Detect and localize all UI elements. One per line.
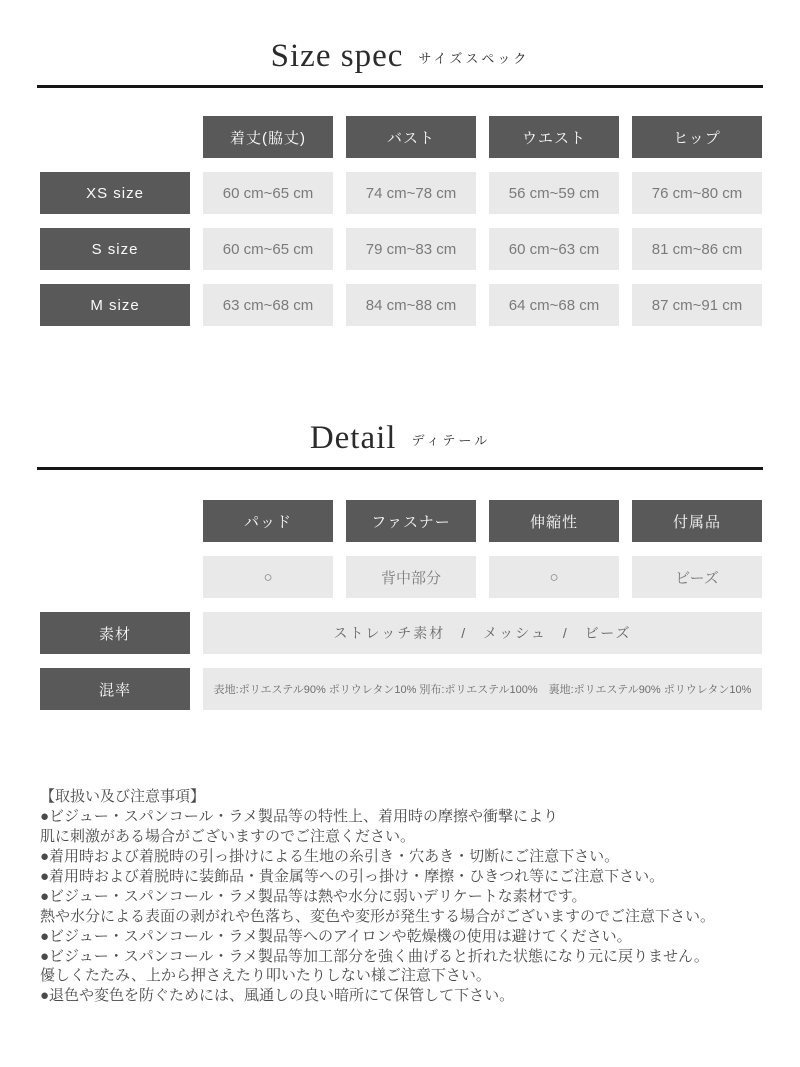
size-spec-table	[40, 116, 800, 326]
detail-value-blend: 表地:ポリエステル90% ポリウレタン10% 別布:ポリエステル100% 裏地:ポリエステル90% ポリウレタン10%	[203, 668, 762, 710]
handling-note-line: ●ビジュー・スパンコール・ラメ製品等は熱や水分に弱いデリケートな素材です。	[40, 887, 587, 905]
detail-row-label-blend: 混率	[40, 668, 190, 710]
size-column-header-waist: ウエスト	[489, 116, 619, 158]
detail-value-material: ストレッチ素材 / メッシュ / ビーズ	[203, 612, 762, 654]
handling-note-line: 優しくたたみ、上から押さえたり叩いたりしない様ご注意下さい。	[40, 967, 491, 985]
size-row-label-s: S size	[40, 228, 190, 270]
detail-value-accessory: ビーズ	[632, 556, 762, 598]
handling-note-line: ●着用時および着脱時の引っ掛けによる生地の糸引き・穴あき・切断にご注意下さい。	[40, 847, 620, 865]
size-value-xs-waist: 56 cm~59 cm	[489, 172, 619, 214]
handling-note-line: ●着用時および着脱時に装飾品・貴金属等への引っ掛け・摩擦・ひきつれ等にご注意下さい。	[40, 867, 665, 885]
size-row-label-m: M size	[40, 284, 190, 326]
detail-column-header-stretch: 伸縮性	[489, 500, 619, 542]
size-value-m-bust: 84 cm~88 cm	[346, 284, 476, 326]
detail-table	[40, 500, 800, 710]
detail-column-header-pad: パッド	[203, 500, 333, 542]
detail-table-corner-spacer	[40, 500, 190, 542]
size-value-m-length: 63 cm~68 cm	[203, 284, 333, 326]
size-value-s-bust: 79 cm~83 cm	[346, 228, 476, 270]
page-bottom-whitespace	[0, 1006, 800, 1066]
handling-note-line: 熱や水分による表面の剥がれや色落ち、変色や変形が発生する場合がございますのでご注意下さい。	[40, 907, 716, 925]
detail-value-fastener: 背中部分	[346, 556, 476, 598]
detail-value-pad: ○	[203, 556, 333, 598]
handling-notes	[40, 787, 764, 1006]
detail-section-title	[0, 326, 800, 457]
size-value-m-hip: 87 cm~91 cm	[632, 284, 762, 326]
size-column-header-hip: ヒップ	[632, 116, 762, 158]
handling-note-line: ●ビジュー・スパンコール・ラメ製品等の特性上、着用時の摩擦や衝撃により	[40, 807, 559, 825]
size-value-s-hip: 81 cm~86 cm	[632, 228, 762, 270]
detail-value-row-spacer	[40, 556, 190, 598]
detail-column-header-accessory: 付属品	[632, 500, 762, 542]
detail-divider	[37, 467, 763, 470]
size-value-s-length: 60 cm~65 cm	[203, 228, 333, 270]
size-row-label-xs: XS size	[40, 172, 190, 214]
handling-note-line: ●ビジュー・スパンコール・ラメ製品等加工部分を強く曲げると折れた状態になり元に戻りません。	[40, 947, 709, 965]
size-spec-title-en: Size spec	[270, 38, 404, 74]
size-value-m-waist: 64 cm~68 cm	[489, 284, 619, 326]
detail-column-header-fastener: ファスナー	[346, 500, 476, 542]
size-spec-section-title	[0, 0, 800, 75]
handling-note-line: 肌に刺激がある場合がございますのでご注意ください。	[40, 827, 416, 845]
handling-notes-heading: 【取扱い及び注意事項】	[40, 788, 206, 805]
size-spec-divider	[37, 85, 763, 88]
detail-title-jp: ディテール	[411, 433, 491, 448]
detail-title-en: Detail	[309, 420, 397, 456]
size-value-xs-bust: 74 cm~78 cm	[346, 172, 476, 214]
handling-note-line: ●退色や変色を防ぐためには、風通しの良い暗所にて保管して下さい。	[40, 987, 515, 1005]
size-table-corner-spacer	[40, 116, 190, 158]
size-column-header-length: 着丈(脇丈)	[203, 116, 333, 158]
handling-note-line: ●ビジュー・スパンコール・ラメ製品等へのアイロンや乾燥機の使用は避けてください。	[40, 927, 632, 945]
size-spec-title-jp: サイズスペック	[418, 51, 530, 66]
detail-row-label-material: 素材	[40, 612, 190, 654]
size-column-header-bust: バスト	[346, 116, 476, 158]
size-value-xs-length: 60 cm~65 cm	[203, 172, 333, 214]
size-value-xs-hip: 76 cm~80 cm	[632, 172, 762, 214]
size-value-s-waist: 60 cm~63 cm	[489, 228, 619, 270]
detail-value-stretch: ○	[489, 556, 619, 598]
